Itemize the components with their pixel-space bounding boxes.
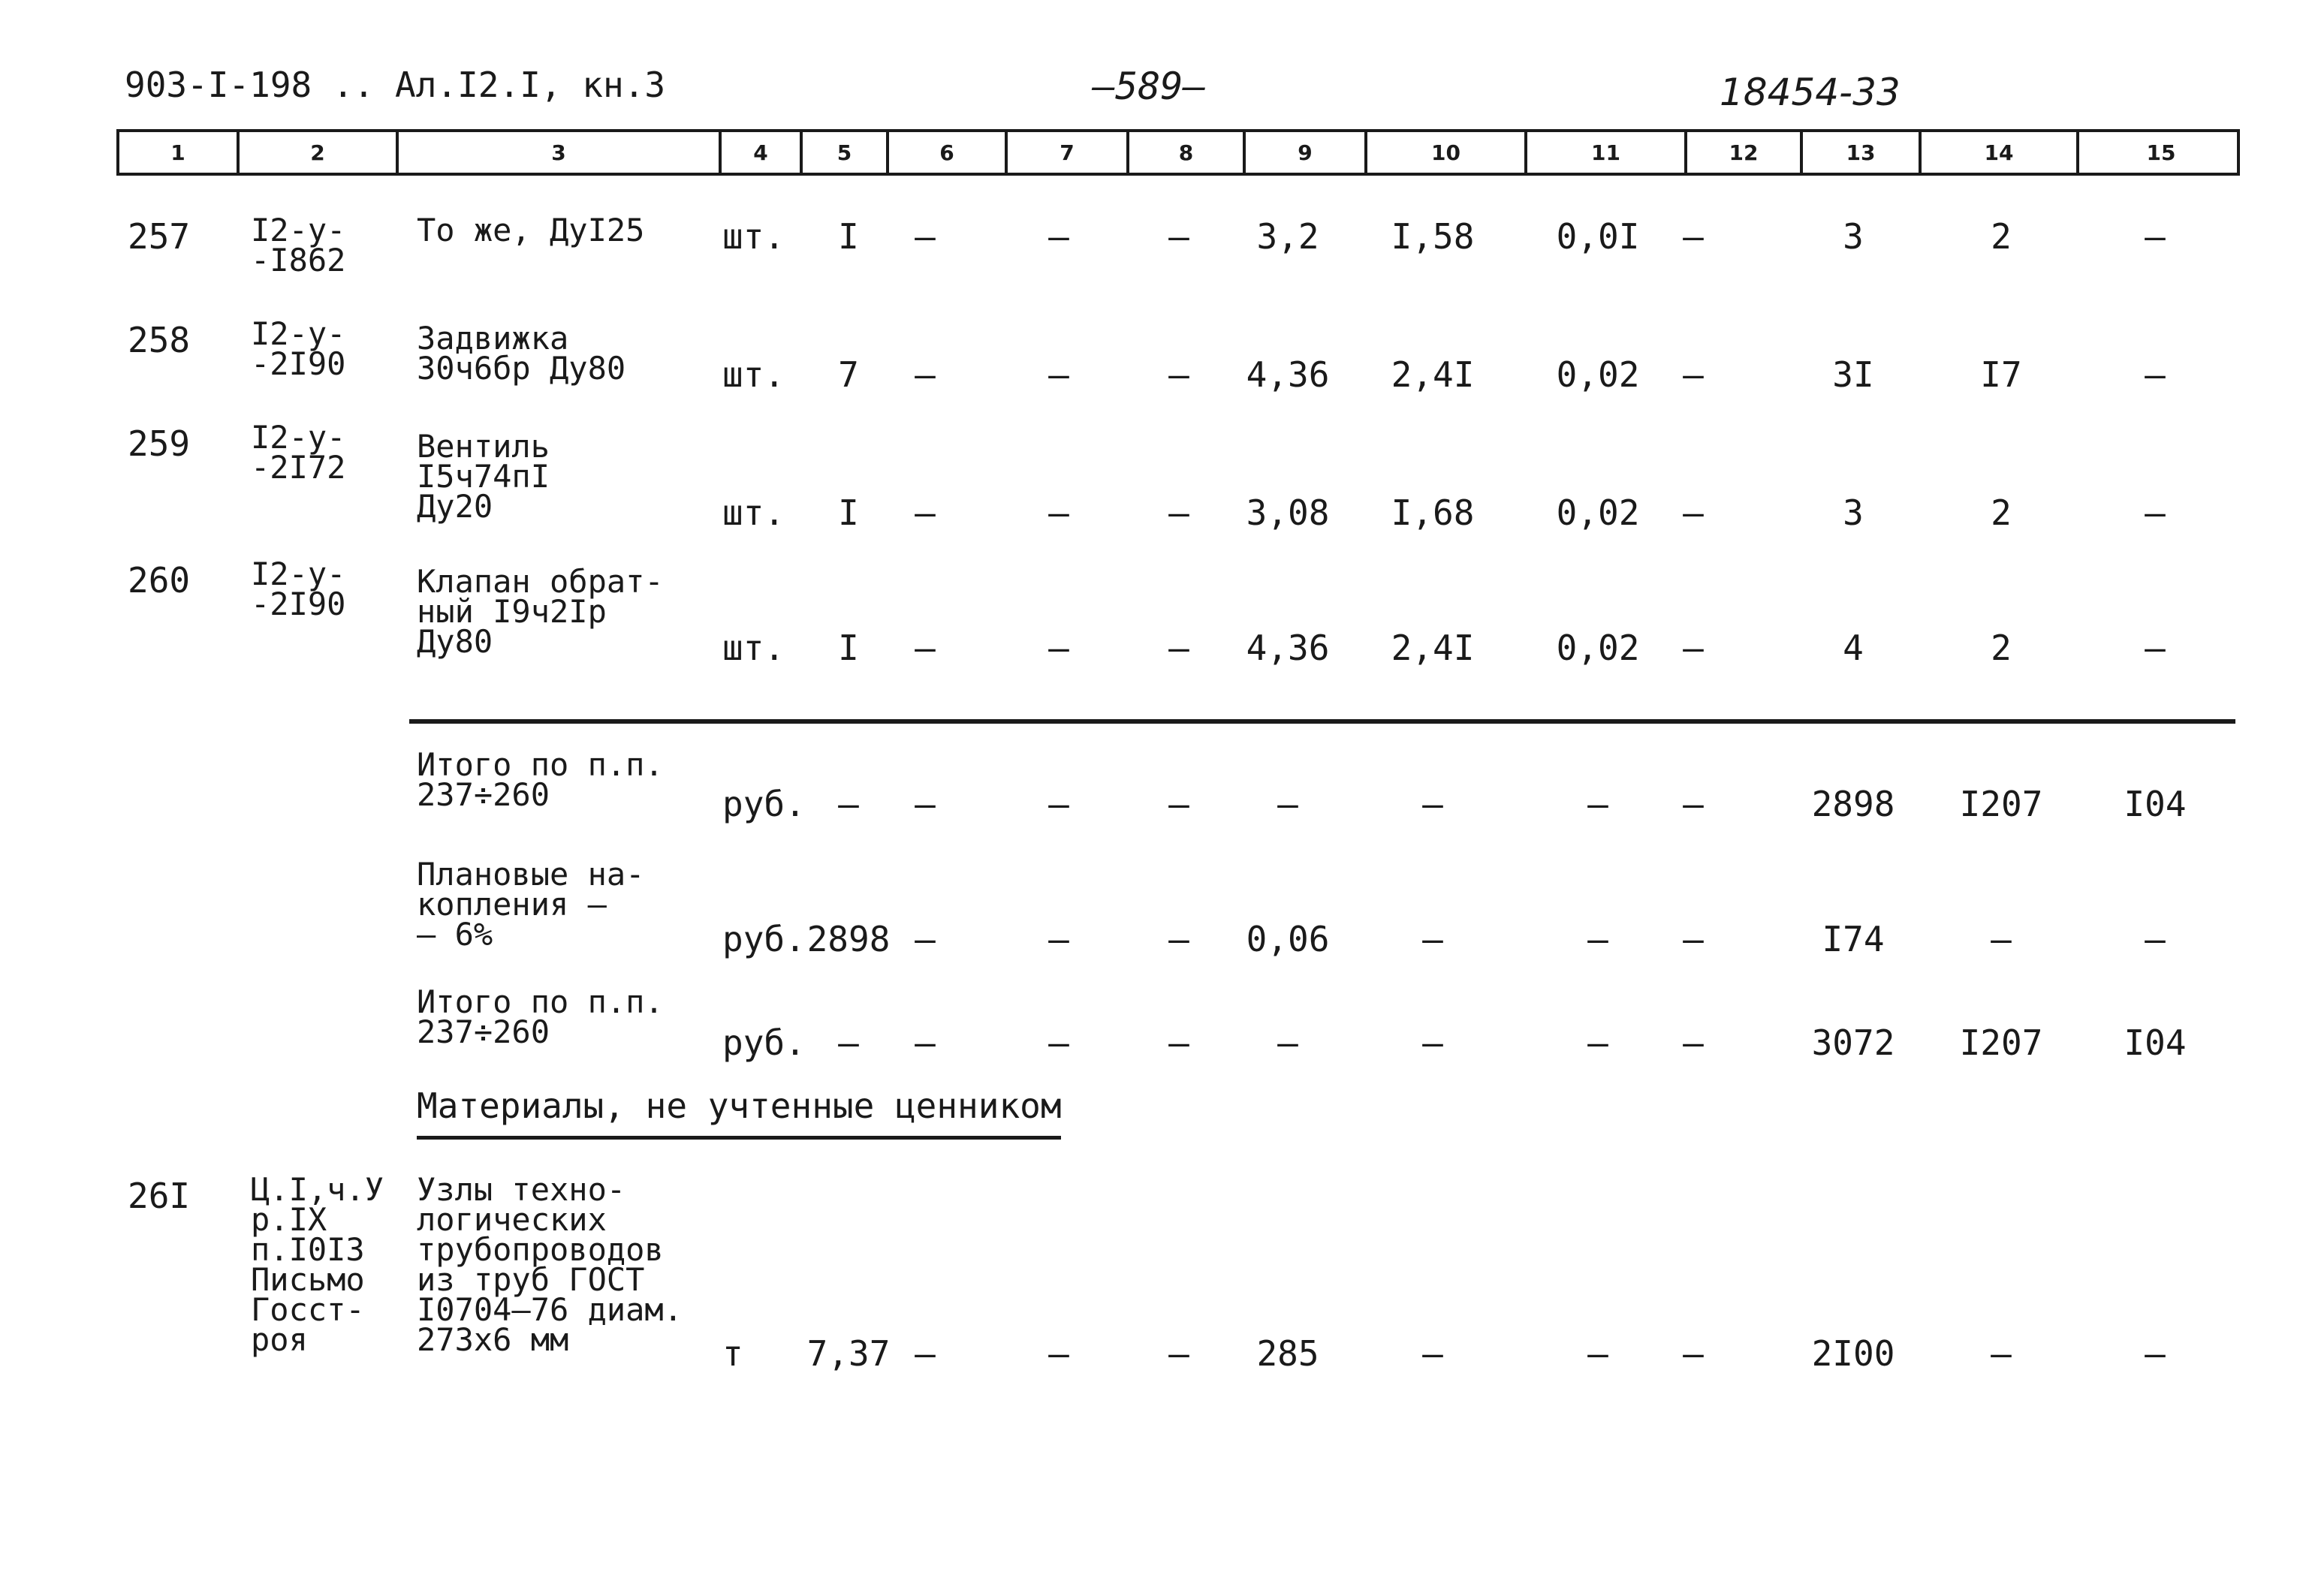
row-number: 260 [128,560,191,601]
row-c9: 4,36 [1246,354,1330,395]
row-c8: – [1168,216,1189,257]
row-name: I5ч74пI [417,458,550,495]
total-c7: – [1048,784,1069,824]
row-c15: – [2145,492,2166,533]
column-number-4: 4 [722,132,803,173]
row-c13: 2I00 [1811,1333,1895,1374]
row-c6: – [915,1333,936,1374]
total-name: – 6% [417,916,493,953]
row-unit: шт. [722,492,785,533]
row-c5: I [838,216,859,257]
total-unit: руб. [722,1022,806,1063]
row-c12: – [1683,354,1704,395]
total-c11: – [1587,919,1608,959]
column-number-14: 14 [1922,132,2079,173]
column-number-2: 2 [240,132,399,173]
row-c8: – [1168,354,1189,395]
total-name: Плановые на- [417,856,645,893]
row-c14: I7 [1980,354,2022,395]
row-c6: – [915,354,936,395]
column-number-ruler [116,129,2240,176]
row-code: Письмо [251,1261,365,1298]
row-number: 259 [128,423,191,464]
total-c14: I207 [1959,1022,2043,1063]
total-c7: – [1048,1022,1069,1063]
row-c11: 0,02 [1556,354,1640,395]
total-unit: руб. [722,784,806,824]
row-unit: шт. [722,216,785,257]
row-name: из труб ГОСТ [417,1261,645,1298]
row-c6: – [915,492,936,533]
total-c14: I207 [1959,784,2043,824]
total-name: Итого по п.п. [417,983,664,1020]
row-c14: 2 [1991,216,2012,257]
row-c7: – [1048,492,1069,533]
section-title: Материалы, не учтенные ценником [417,1086,1062,1126]
row-c15: – [2145,1333,2166,1374]
total-c15: – [2145,919,2166,959]
row-c9: 4,36 [1246,628,1330,668]
row-name: Ду80 [417,623,493,660]
row-name: Клапан обрат- [417,563,664,600]
total-c5: 2898 [806,919,891,959]
row-name: 30ч6бр Ду80 [417,350,626,387]
total-c7: – [1048,919,1069,959]
total-c11: – [1587,784,1608,824]
row-code: I2-y- [251,556,346,592]
row-c12: – [1683,216,1704,257]
total-c10: – [1422,919,1443,959]
total-c15: I04 [2124,1022,2187,1063]
total-c5: – [838,784,859,824]
row-c9: 3,2 [1256,216,1319,257]
row-c10: I,68 [1391,492,1475,533]
row-c5: 7,37 [806,1333,891,1374]
column-number-15: 15 [2146,140,2176,165]
total-c11: – [1587,1022,1608,1063]
row-name: ный I9ч2Iр [417,593,607,630]
column-number-12: 12 [1687,132,1803,173]
row-number: 258 [128,320,191,360]
row-c12: – [1683,1333,1704,1374]
row-c15: – [2145,354,2166,395]
row-c12: – [1683,492,1704,533]
row-c7: – [1048,354,1069,395]
row-code: -2I90 [251,345,346,382]
total-name: 237÷260 [417,776,550,813]
row-c7: – [1048,628,1069,668]
row-c11: 0,02 [1556,628,1640,668]
total-c6: – [915,1022,936,1063]
row-c8: – [1168,628,1189,668]
total-unit: руб. [722,919,806,959]
table-separator-line [409,719,2235,724]
column-number-1: 1 [119,132,240,173]
row-number: 26I [128,1176,191,1216]
page-number: —589— [1093,65,1206,108]
row-c11: 0,02 [1556,492,1640,533]
row-number: 257 [128,216,191,257]
row-c10: – [1422,1333,1443,1374]
row-code: Госст- [251,1291,365,1328]
row-code: I2-y- [251,212,346,248]
row-c13: 4 [1843,628,1864,668]
column-number-7: 7 [1008,132,1129,173]
row-name: I0704–76 диам. [417,1291,683,1328]
row-c11: – [1587,1333,1608,1374]
row-name: Вентиль [417,428,550,465]
row-code: -2I90 [251,586,346,622]
row-c14: – [1991,1333,2012,1374]
column-number-5: 5 [803,132,889,173]
total-c10: – [1422,1022,1443,1063]
row-c5: I [838,492,859,533]
row-c7: – [1048,1333,1069,1374]
total-c13: 2898 [1811,784,1895,824]
total-c8: – [1168,784,1189,824]
row-c5: I [838,628,859,668]
total-c8: – [1168,1022,1189,1063]
row-c10: 2,4I [1391,628,1475,668]
row-c9: 3,08 [1246,492,1330,533]
row-code: -2I72 [251,449,346,486]
row-name: Узлы техно- [417,1171,626,1208]
row-unit: шт. [722,354,785,395]
total-name: копления – [417,886,607,923]
section-title-underline [417,1136,1061,1140]
total-name: Итого по п.п. [417,746,664,783]
row-c15: – [2145,628,2166,668]
column-number-9: 9 [1246,132,1367,173]
row-name: То же, ДуI25 [417,212,645,248]
row-c6: – [915,216,936,257]
row-c5: 7 [838,354,859,395]
row-c15: – [2145,216,2166,257]
total-c13: 3072 [1811,1022,1895,1063]
total-c8: – [1168,919,1189,959]
total-c10: – [1422,784,1443,824]
row-code: Ц.I,ч.У [251,1171,384,1208]
total-c9: – [1277,1022,1298,1063]
row-unit: шт. [722,628,785,668]
total-c5: – [838,1022,859,1063]
row-c13: 3I [1832,354,1874,395]
row-c13: 3 [1843,216,1864,257]
row-name: Задвижка [417,320,569,357]
row-code: -I862 [251,242,346,279]
row-c14: 2 [1991,492,2012,533]
total-c12: – [1683,1022,1704,1063]
column-number-6: 6 [889,132,1008,173]
row-c14: 2 [1991,628,2012,668]
row-unit: т [722,1333,743,1374]
row-c8: – [1168,1333,1189,1374]
total-c14: – [1991,919,2012,959]
total-name: 237÷260 [417,1013,550,1050]
row-c11: 0,0I [1556,216,1640,257]
document-code: 903-I-198 .. Ал.I2.I, кн.3 [125,65,666,105]
total-c9: – [1277,784,1298,824]
row-code: роя [251,1321,308,1358]
row-code: р.IX [251,1201,327,1238]
row-code: I2-y- [251,419,346,456]
row-c6: – [915,628,936,668]
column-number-3: 3 [399,132,722,173]
row-code: п.I0I3 [251,1231,365,1268]
row-c8: – [1168,492,1189,533]
total-c13: I74 [1822,919,1885,959]
total-c9: 0,06 [1246,919,1330,959]
row-c7: – [1048,216,1069,257]
row-c10: I,58 [1391,216,1475,257]
column-number-11: 11 [1527,132,1687,173]
row-name: логических [417,1201,607,1238]
row-c10: 2,4I [1391,354,1475,395]
row-name: Ду20 [417,488,493,525]
total-c6: – [915,919,936,959]
row-name: 273х6 мм [417,1321,569,1358]
column-number-10: 10 [1367,132,1527,173]
total-c6: – [915,784,936,824]
row-c12: – [1683,628,1704,668]
row-c13: 3 [1843,492,1864,533]
row-c9: 285 [1256,1333,1319,1374]
total-c15: I04 [2124,784,2187,824]
document-number: 18454-33 [1720,71,1901,114]
column-number-13: 13 [1803,132,1922,173]
row-code: I2-y- [251,315,346,352]
row-name: трубопроводов [417,1231,664,1268]
column-number-8: 8 [1129,132,1246,173]
total-c12: – [1683,919,1704,959]
total-c12: – [1683,784,1704,824]
